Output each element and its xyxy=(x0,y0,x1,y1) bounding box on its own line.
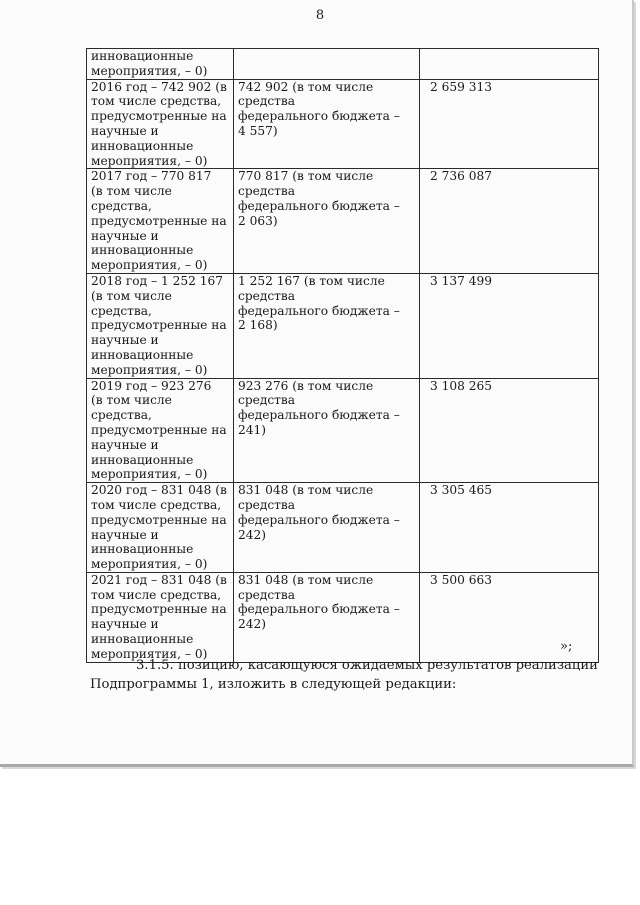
table-cell xyxy=(234,378,420,483)
table-row xyxy=(87,49,599,80)
table-cell xyxy=(87,49,234,80)
total-amount-text: 2 736 087 xyxy=(430,169,493,184)
table-row xyxy=(87,483,599,573)
closing-quote-mark: »; xyxy=(560,639,573,654)
table-row xyxy=(87,378,599,483)
table-cell xyxy=(234,572,420,662)
table-cell xyxy=(420,79,599,169)
table-cell xyxy=(87,79,234,169)
year-funding-text: 2019 год – 923 276 (в том числе средства, предусмотренные на научные и инновационные мероприятия, – 0) xyxy=(91,378,227,482)
table-cell xyxy=(420,378,599,483)
total-amount-text: 3 500 663 xyxy=(430,572,493,587)
table-cell xyxy=(87,572,234,662)
budget-funding-text: 742 902 (в том числе средства федерального бюджета – 4 557) xyxy=(238,79,400,138)
year-funding-text: 2017 год – 770 817 (в том числе средства, предусмотренные на научные и инновационные мероприятия, – 0) xyxy=(91,169,227,273)
paragraph-line-2: Подпрограммы 1, изложить в следующей редакции: xyxy=(90,676,457,692)
paragraph-word: 3.1.5. позицию, xyxy=(136,658,244,673)
table-cell xyxy=(87,378,234,483)
year-funding-text: 2016 год – 742 902 (в том числе средства, предусмотренные на научные и инновационные мероприятия, – 0) xyxy=(91,79,227,168)
paragraph-word: ожидаемых xyxy=(341,658,423,673)
table-row xyxy=(87,572,599,662)
budget-funding-text: 923 276 (в том числе средства федерального бюджета – 241) xyxy=(238,378,400,437)
table-row xyxy=(87,79,599,169)
total-amount-text: 3 305 465 xyxy=(430,483,493,498)
table-row xyxy=(87,169,599,274)
table-cell xyxy=(87,483,234,573)
table-cell xyxy=(420,169,599,274)
table-cell xyxy=(234,169,420,274)
table-cell xyxy=(234,483,420,573)
year-funding-text: 2020 год – 831 048 (в том числе средства, предусмотренные на научные и инновационные мероприятия, – 0) xyxy=(91,483,227,572)
budget-funding-text: 1 252 167 (в том числе средства федерального бюджета – 2 168) xyxy=(238,273,400,333)
table-cell xyxy=(234,49,420,80)
budget-funding-text: 831 048 (в том числе средства федерального бюджета – 242) xyxy=(238,572,400,632)
paragraph-word: касающуюся xyxy=(247,658,338,673)
total-amount-text: 2 659 313 xyxy=(430,79,493,94)
year-funding-text: инновационные мероприятия, – 0) xyxy=(91,49,208,78)
page-number: 8 xyxy=(315,8,325,23)
table-cell xyxy=(234,273,420,378)
year-funding-text: 2018 год – 1 252 167 (в том числе средства, предусмотренные на научные и инновационные мероприятия, – 0) xyxy=(91,273,227,377)
table-cell xyxy=(420,273,599,378)
paragraph-word: реализации xyxy=(515,658,598,673)
paragraph-word: результатов xyxy=(426,658,512,673)
total-amount-text: 3 108 265 xyxy=(430,378,493,393)
budget-funding-text: 770 817 (в том числе средства федерального бюджета – 2 063) xyxy=(238,169,400,228)
table-cell xyxy=(87,169,234,274)
year-funding-text: 2021 год – 831 048 (в том числе средства, предусмотренные на научные и инновационные мероприятия, – 0) xyxy=(91,572,227,661)
table-cell xyxy=(87,273,234,378)
funding-table xyxy=(86,48,599,663)
table-cell xyxy=(420,483,599,573)
paragraph-line-1 xyxy=(90,657,598,676)
total-amount-text: 3 137 499 xyxy=(430,273,493,288)
amendment-paragraph xyxy=(90,657,598,694)
budget-funding-text: 831 048 (в том числе средства федерального бюджета – 242) xyxy=(238,483,400,542)
table-cell xyxy=(234,79,420,169)
table-cell xyxy=(420,49,599,80)
table-row xyxy=(87,273,599,378)
